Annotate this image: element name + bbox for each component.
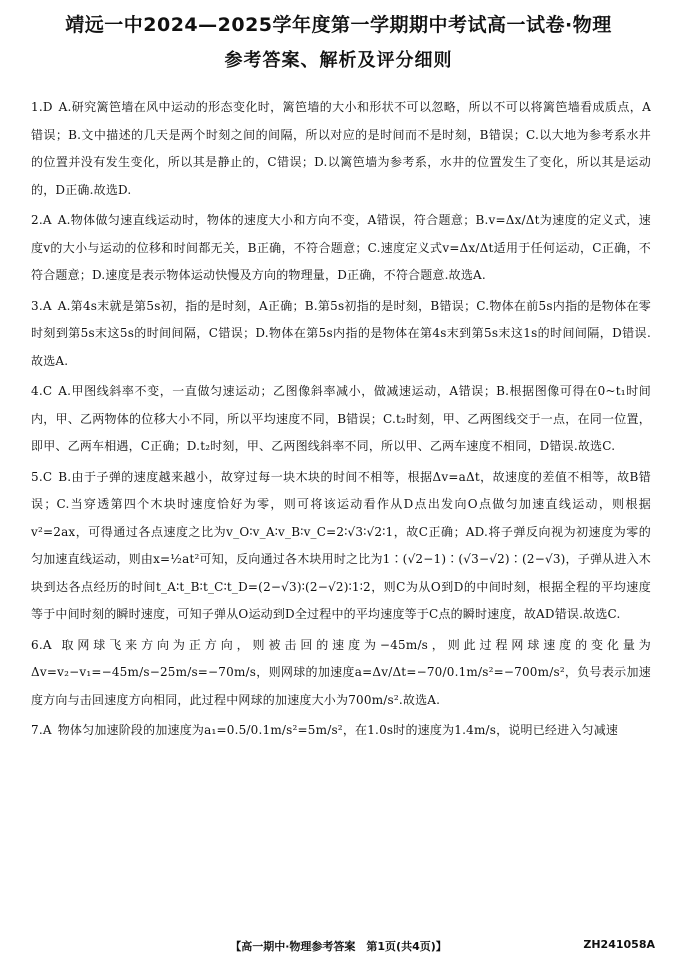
footer-doc-code: ZH241058A — [583, 938, 655, 951]
answer-number: 6.A — [31, 637, 52, 652]
answer-number: 4.C — [31, 384, 53, 398]
page-subtitle: 参考答案、解析及评分细则 — [224, 50, 453, 71]
page-footer — [0, 938, 677, 958]
footer-page-info: 【高一期中·物理参考答案 第1页(共4页)】 — [230, 940, 447, 953]
answer-number: 3.A — [31, 298, 52, 313]
answer-item-5 — [31, 464, 651, 629]
answer-item-3 — [31, 293, 651, 376]
answer-item-1 — [31, 94, 651, 204]
answer-text: A.甲图线斜率不变，一直做匀速运动；乙图像斜率减小，做减速运动，A错误；B.根据图像可得在0~t₁时间内，甲、乙两物体的位移大小不同，所以平均速度不同，B错误；C.t₂时刻，甲、乙两图线交于一点，在同一位置，即甲、乙两车相遇，C正确；D.t₂时刻，甲、乙两图线斜率不同，所以甲、乙两车速度不相同，D错误.故选C. — [31, 384, 651, 453]
answer-text: 物体匀加速阶段的加速度为a₁=0.5/0.1m/s²=5m/s²，在1.0s时的速度为1.4m/s，说明已经进入匀减速 — [57, 723, 619, 737]
answer-number: 5.C — [31, 469, 53, 484]
answer-item-6 — [31, 632, 651, 715]
answer-text: A.研究篱笆墙在风中运动的形态变化时，篱笆墙的大小和形状不可以忽略，所以不可以将篱笆墙看成质点，A错误；B.文中描述的几天是两个时刻之间的间隔，所以对应的是时间而不是时刻，B错误；C.以大地为参考系水井的位置并没有发生变化，所以其是静止的，C错误；D.以篱笆墙为参考系，水井的位置发生了变化，所以其是运动的，D正确.故选D. — [31, 100, 651, 197]
answer-text: A.第4s末就是第5s初，指的是时刻，A正确；B.第5s初指的是时刻，B错误；C.物体在前5s内指的是物体在零时刻到第5s末这5s的时间间隔，C错误；D.物体在第5s内指的是物体在第4s末到第5s末这1s的时间间隔，D错误.故选A. — [31, 298, 651, 368]
answer-number: 2.A — [31, 213, 52, 227]
answer-number: 1.D — [31, 100, 53, 114]
answer-item-7 — [31, 717, 651, 745]
answer-text: 取网球飞来方向为正方向，则被击回的速度为−45m/s，则此过程网球速度的变化量为Δv=v₂−v₁=−45m/s−25m/s=−70m/s，则网球的加速度a=Δv/Δt=−70/0.1m/s²=−700m/s²，负号表示加速度方向与击回速度方向相同，此过程中网球的加速度大小为700m/s².故选A. — [31, 637, 651, 707]
answer-item-2 — [31, 207, 651, 290]
answer-list — [31, 94, 651, 748]
answer-text: B.由于子弹的速度越来越小，故穿过每一块木块的时间不相等，根据Δv=aΔt，故速度的差值不相等，故B错误；C.当穿透第四个木块时速度恰好为零，则可将该运动看作从D点出发向O点做匀加速直线运动，则根据v²=2ax，可得通过各点速度之比为v_O∶v_A∶v_B∶v_C=2∶√3∶√2∶1，故C正确；AD.将子弹反向视为初速度为零的匀加速直线运动，则由x=½at²可知，反向通过各木块用时之比为1∶(√2−1)∶(√3−√2)∶(2−√3)，子弹从进入木块到达各点经历的时间t_A∶t_B∶t_C∶t_D=(2−√3)∶(2−√2)∶1∶2，则C为从O到D的中间时刻，根据全程的平均速度等于中间时刻的瞬时速度，可知子弹从O运动到D全过程中的平均速度等于C点的瞬时速度，故AD错误.故选C. — [31, 469, 651, 621]
answer-number: 7.A — [31, 723, 52, 737]
answer-text: A.物体做匀速直线运动时，物体的速度大小和方向不变，A错误，符合题意；B.v=Δx/Δt为速度的定义式，速度v的大小与运动的位移和时间都无关，B正确，不符合题意；C.速度定义式v=Δx/Δt适用于任何运动，C正确，不符合题意；D.速度是表示物体运动快慢及方向的物理量，D正确，不符合题意.故选A. — [31, 213, 651, 282]
answer-item-4 — [31, 378, 651, 461]
page-title: 靖远一中2024—2025学年度第一学期期中考试高一试卷·物理 — [65, 14, 612, 36]
